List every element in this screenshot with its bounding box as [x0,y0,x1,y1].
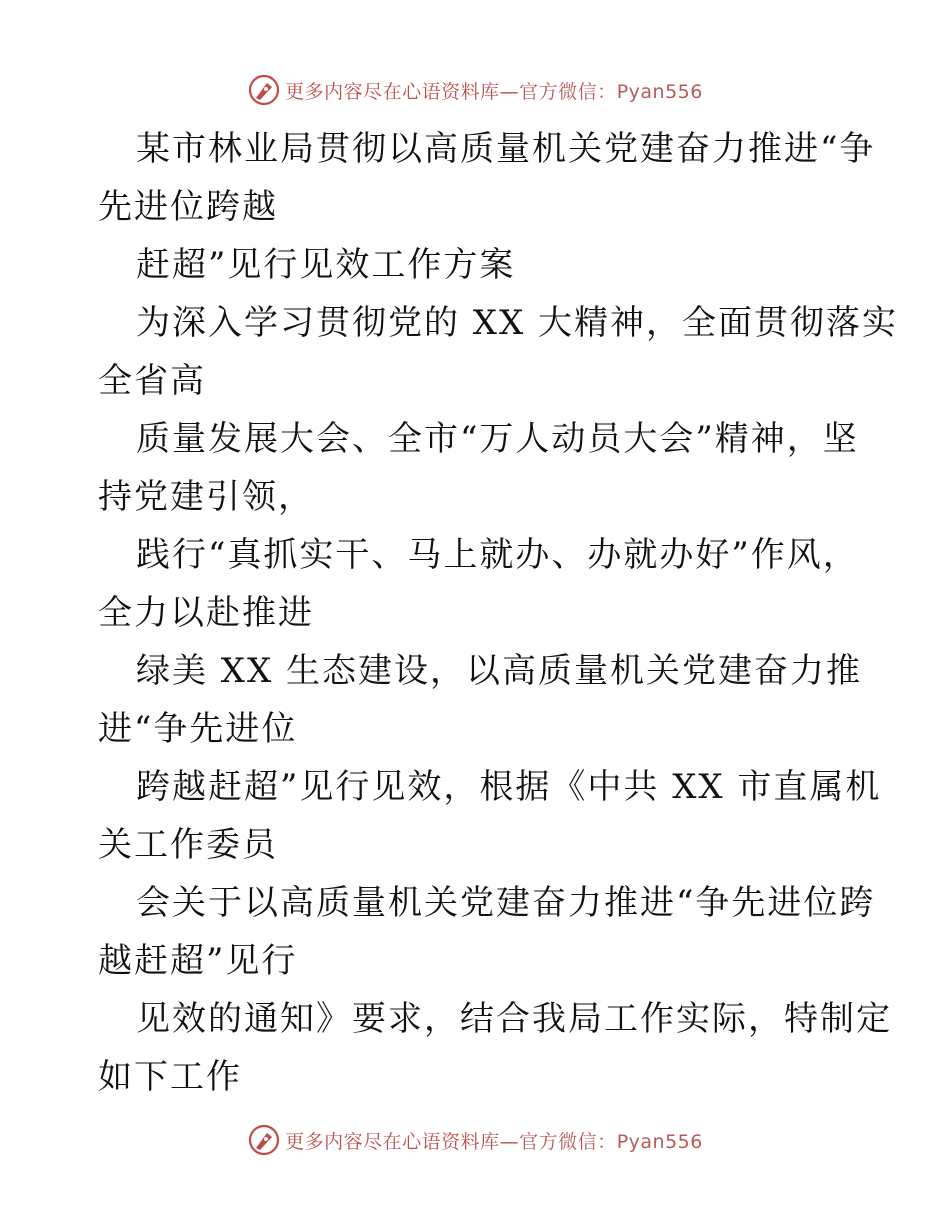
text-line: 践行“真抓实干、马上就办、办就办好”作风， [136,535,859,575]
text-line: 为深入学习贯彻党的 XX 大精神，全面贯彻落实 [136,303,899,343]
text-line: 见效的通知》要求，结合我局工作实际，特制定 [136,999,892,1039]
document-body [98,120,899,1106]
text-line: 持党建引领， [98,477,314,517]
text-line: 跨越赶超”见行见效，根据《中共 XX 市直属机 [136,767,882,807]
text-line: 赶超”见行见效工作方案 [136,245,516,285]
text-line: 会关于以高质量机关党建奋力推进“争先进位跨 [136,883,876,923]
text-line: 先进位跨越 [98,187,278,227]
text-line: 某市林业局贯彻以高质量机关党建奋力推进“争 [136,129,876,169]
text-line: 全省高 [98,361,206,401]
text-line: 全力以赴推进 [98,593,314,633]
text-line: 质量发展大会、全市“万人动员大会”精神，坚 [136,419,859,459]
text-line: 越赶超”见行 [98,941,298,981]
watermark-text: 更多内容尽在心语资料库—官方微信：Pyan556 [285,80,703,103]
text-line: 进“争先进位 [98,709,298,749]
text-line: 绿美 XX 生态建设，以高质量机关党建奋力推 [136,651,863,691]
text-line: 关工作委员 [98,825,278,865]
pen-nib-circle-icon [247,73,281,107]
pen-nib-circle-icon [247,1123,281,1157]
watermark-text: 更多内容尽在心语资料库—官方微信：Pyan556 [285,1130,703,1153]
footer-watermark [0,1120,950,1160]
header-watermark [0,70,950,110]
text-line: 如下工作 [98,1057,242,1097]
